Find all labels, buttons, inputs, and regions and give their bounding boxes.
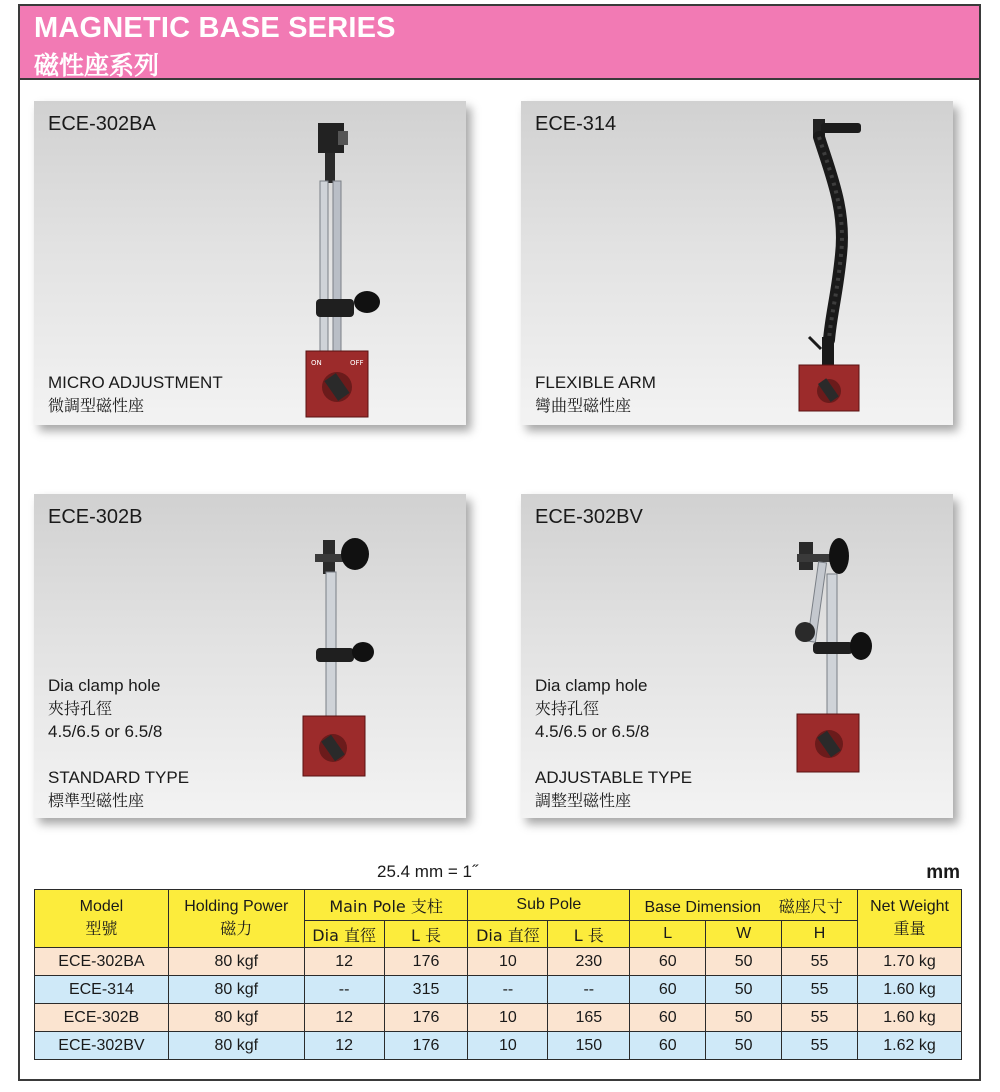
table-row (35, 1032, 962, 1060)
cell-sub-dia: 10 (468, 948, 548, 976)
header-base-l: L (630, 921, 706, 948)
cell-base-w: 50 (706, 1032, 782, 1060)
unit-conversion-note: 25.4 mm = 1˝ (377, 862, 478, 881)
header-base-dimension (630, 890, 858, 921)
base-on-label: ON (311, 359, 322, 367)
cell-holding-power: 80 kgf (168, 948, 304, 976)
cell-sub-dia: -- (468, 976, 548, 1004)
cell-main-length: 176 (384, 948, 468, 976)
card-type-cn: 微調型磁性座 (48, 396, 145, 415)
header-model-cn: 型號 (85, 919, 118, 938)
cell-net-weight: 1.60 kg (858, 976, 962, 1004)
clamp-info (48, 674, 162, 743)
cell-base-h: 55 (782, 1004, 858, 1032)
cell-base-w: 50 (706, 1004, 782, 1032)
cell-main-dia: 12 (304, 1032, 384, 1060)
table-unit: mm (926, 862, 960, 883)
cell-main-dia: 12 (304, 948, 384, 976)
card-type-cn: 調整型磁性座 (535, 791, 632, 810)
cell-base-l: 60 (630, 976, 706, 1004)
header-model-en: Model (79, 898, 124, 915)
header-base-h: H (782, 921, 858, 948)
cell-sub-length: 230 (548, 948, 630, 976)
table-row (35, 1004, 962, 1032)
cell-sub-length: 165 (548, 1004, 630, 1032)
cell-sub-dia: 10 (468, 1004, 548, 1032)
card-description (535, 371, 656, 417)
cell-net-weight: 1.60 kg (858, 1004, 962, 1032)
header-sub-dia: Dia 直徑 (468, 921, 548, 948)
micro-adjustment-base-image (298, 119, 408, 419)
cell-base-w: 50 (706, 976, 782, 1004)
card-type-en: MICRO ADJUSTMENT (48, 373, 223, 392)
card-type-cn: 彎曲型磁性座 (535, 396, 632, 415)
clamp-label-en: Dia clamp hole (535, 676, 648, 695)
cell-net-weight: 1.62 kg (858, 1032, 962, 1060)
cell-main-length: 176 (384, 1032, 468, 1060)
header-sub-pole: Sub Pole (468, 890, 630, 921)
cell-base-l: 60 (630, 1032, 706, 1060)
header-holding-en: Holding Power (184, 898, 289, 915)
card-type-en: ADJUSTABLE TYPE (535, 768, 693, 787)
cell-main-dia: -- (304, 976, 384, 1004)
cell-main-length: 176 (384, 1004, 468, 1032)
cell-model: ECE-302BA (35, 948, 169, 976)
header-net-weight-cn: 重量 (893, 919, 926, 938)
header-base-w: W (706, 921, 782, 948)
card-type-cn: 標準型磁性座 (48, 791, 145, 810)
card-type-en: FLEXIBLE ARM (535, 373, 656, 392)
clamp-label-en: Dia clamp hole (48, 676, 161, 695)
card-description (48, 371, 223, 417)
header-main-length: L 長 (384, 921, 468, 948)
cell-base-h: 55 (782, 948, 858, 976)
cell-model: ECE-302B (35, 1004, 169, 1032)
clamp-info (535, 674, 649, 743)
header-net-weight-en: Net Weight (870, 898, 949, 915)
card-model: ECE-302B (48, 506, 143, 528)
cell-base-h: 55 (782, 1032, 858, 1060)
cell-main-length: 315 (384, 976, 468, 1004)
adjustable-base-image (787, 534, 897, 784)
cell-base-l: 60 (630, 948, 706, 976)
cell-sub-length: 150 (548, 1032, 630, 1060)
header-base-dimension-en: Base Dimension (644, 898, 761, 916)
clamp-sizes: 4.5/6.5 or 6.5/8 (48, 722, 163, 741)
cell-holding-power: 80 kgf (168, 1004, 304, 1032)
cell-sub-dia: 10 (468, 1032, 548, 1060)
table-row (35, 976, 962, 1004)
header-holding-power (168, 890, 304, 948)
card-model: ECE-314 (535, 113, 617, 135)
cell-holding-power: 80 kgf (168, 1032, 304, 1060)
cell-base-l: 60 (630, 1004, 706, 1032)
card-description (48, 766, 189, 812)
card-model: ECE-302BV (535, 506, 643, 528)
header-base-dimension-cn: 磁座尺寸 (778, 896, 843, 916)
table-header-row (35, 890, 962, 921)
product-card-ece-302ba (34, 101, 466, 425)
clamp-sizes: 4.5/6.5 or 6.5/8 (535, 722, 650, 741)
header-model (35, 890, 169, 948)
cell-model: ECE-314 (35, 976, 169, 1004)
header-title-en: MAGNETIC BASE SERIES (34, 12, 396, 44)
cell-net-weight: 1.70 kg (858, 948, 962, 976)
header-title-cn: 磁性座系列 (34, 51, 160, 80)
cell-holding-power: 80 kgf (168, 976, 304, 1004)
cell-model: ECE-302BV (35, 1032, 169, 1060)
header-main-dia: Dia 直徑 (304, 921, 384, 948)
cell-sub-length: -- (548, 976, 630, 1004)
cell-base-w: 50 (706, 948, 782, 976)
base-off-label: OFF (350, 359, 364, 367)
spec-table (34, 889, 962, 1060)
cell-main-dia: 12 (304, 1004, 384, 1032)
header-holding-cn: 磁力 (220, 919, 253, 938)
product-card-ece-314 (521, 101, 953, 425)
card-model: ECE-302BA (48, 113, 156, 135)
cell-base-h: 55 (782, 976, 858, 1004)
header-net-weight (858, 890, 962, 948)
section-header (20, 6, 979, 80)
card-description (535, 766, 692, 812)
card-type-en: STANDARD TYPE (48, 768, 190, 787)
flexible-arm-base-image (791, 115, 901, 415)
standard-base-image (299, 532, 409, 782)
header-sub-length: L 長 (548, 921, 630, 948)
table-row (35, 948, 962, 976)
header-main-pole: Main Pole 支柱 (304, 890, 468, 921)
product-card-ece-302b (34, 494, 466, 818)
clamp-label-cn: 夾持孔徑 (535, 699, 600, 718)
clamp-label-cn: 夾持孔徑 (48, 699, 113, 718)
product-card-ece-302bv (521, 494, 953, 818)
